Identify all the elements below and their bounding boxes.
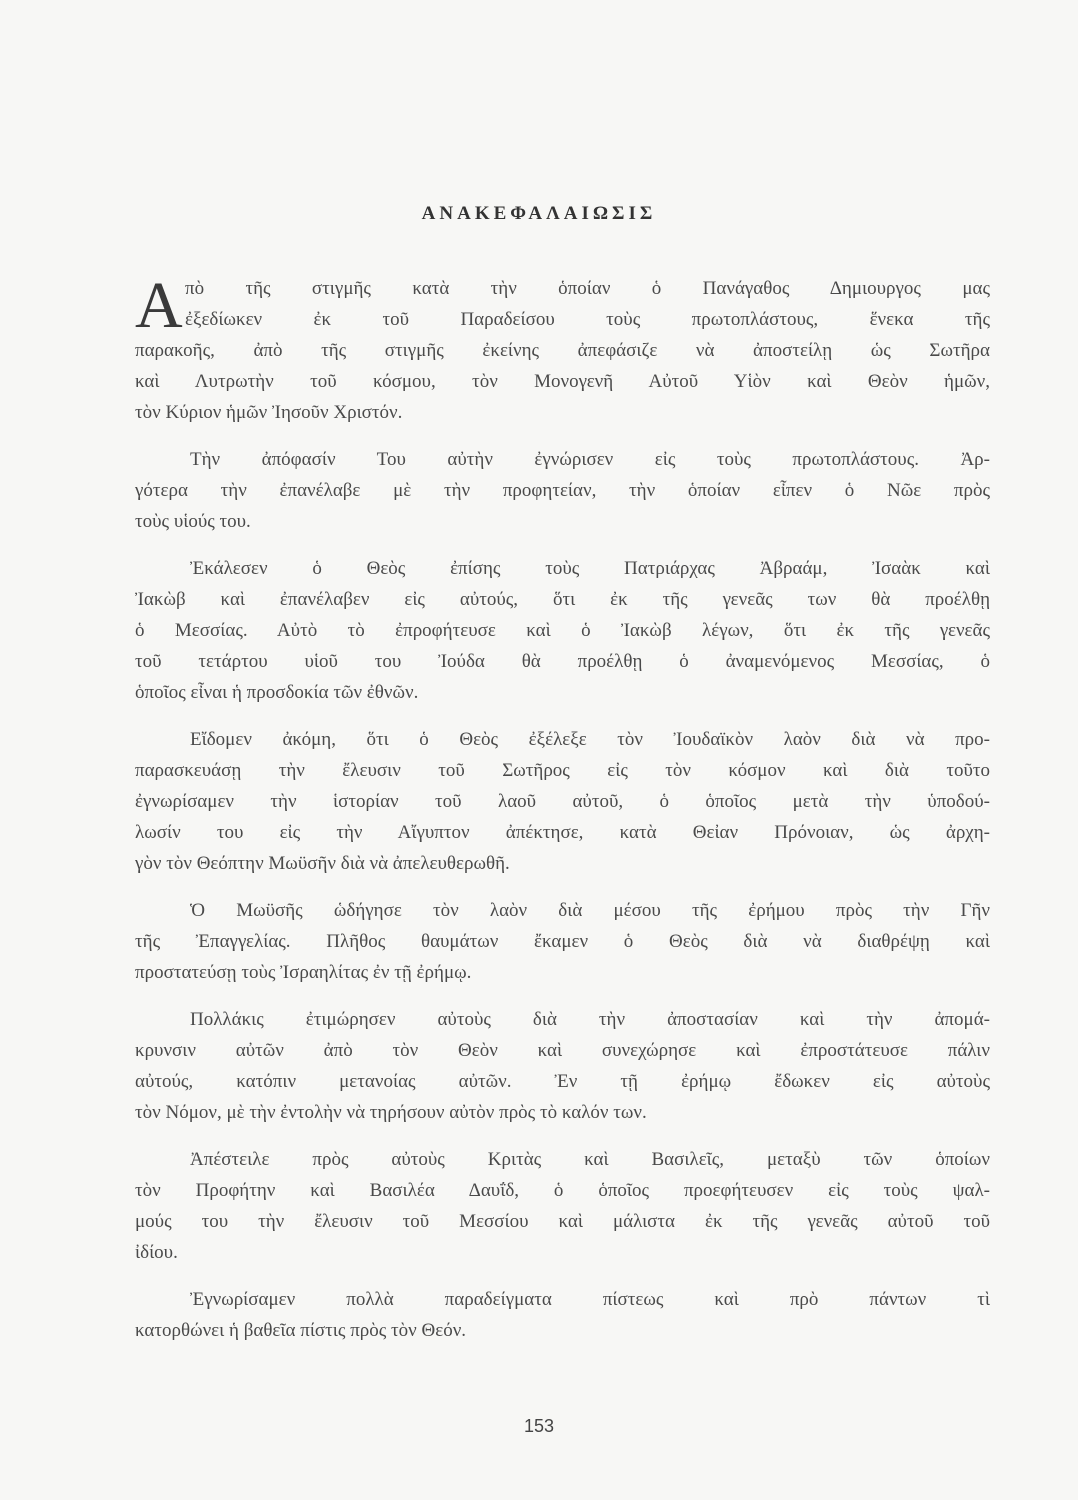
text-line: γότερα τὴν ἐπανέλαβε μὲ τὴν προφητείαν, τὴν ὁποίαν εἶπεν ὁ Νῶε πρὸς xyxy=(135,480,990,501)
text-line: τῆς Ἐπαγγελίας. Πλῆθος θαυμάτων ἔκαμεν ὁ Θεὸς διὰ νὰ διαθρέψῃ καὶ xyxy=(135,931,990,952)
text-line: λωσίν του εἰς τὴν Αἴγυπτον ἀπέκτησε, κατὰ Θεἰαν Πρόνοιαν, ὡς ἀρχη- xyxy=(135,822,990,843)
paragraph xyxy=(135,269,990,428)
paragraph xyxy=(135,895,990,988)
paragraph xyxy=(135,444,990,537)
text-line: καὶ Λυτρωτὴν τοῦ κόσμου, τὸν Μονογενῆ Αὐτοῦ Υἱὸν καὶ Θεὸν ἡμῶν, xyxy=(135,371,990,392)
text-line: τὸν Νόμον, μὲ τὴν ἐντολὴν νὰ τηρήσουν αὐτὸν πρὸς τὸ καλόν των. xyxy=(135,1102,647,1123)
text-line: κατορθώνει ἡ βαθεῖα πίστις πρὸς τὸν Θεόν. xyxy=(135,1320,467,1341)
text-line: Τὴν ἀπόφασίν Του αὐτὴν ἐγνώρισεν εἰς τοὺς πρωτοπλάστους. Ἀρ- xyxy=(190,449,990,470)
chapter-title: ΑΝΑΚΕΦΑΛΑΙΩΣΙΣ xyxy=(421,203,657,224)
text-line: αὐτούς, κατόπιν μετανοίας αὐτῶν. Ἐν τῇ ἐρήμῳ ἔδωκεν εἰς αὐτοὺς xyxy=(135,1071,990,1092)
paragraph xyxy=(135,553,990,708)
body-text xyxy=(135,269,990,1362)
text-line: τοῦ τετάρτου υἱοῦ του Ἰούδα θὰ προέλθῃ ὁ ἀναμενόμενος Μεσσίας, ὁ xyxy=(135,651,990,672)
paragraph xyxy=(135,724,990,879)
paragraph xyxy=(135,1284,990,1346)
text-line: ὁ Μεσσίας. Αὐτὸ τὸ ἐπροφήτευσε καὶ ὁ Ἰακὼβ λέγων, ὅτι ἐκ τῆς γενεᾶς xyxy=(135,620,990,641)
text-line: Ἀπέστειλε πρὸς αὐτοὺς Κριτὰς καὶ Βασιλεῖς, μεταξὺ τῶν ὁποίων xyxy=(190,1149,990,1170)
text-line: ἰδίου. xyxy=(135,1242,178,1263)
text-line: Ἰακὼβ καὶ ἐπανέλαβεν εἰς αὐτούς, ὅτι ἐκ τῆς γενεᾶς των θὰ προέλθῃ xyxy=(135,589,990,610)
text-line: κρυνσιν αὐτῶν ἀπὸ τὸν Θεὸν καὶ συνεχώρησε καὶ ἐπροστάτευσε πάλιν xyxy=(135,1040,990,1061)
text-line: παρακοῆς, ἀπὸ τῆς στιγμῆς ἐκείνης ἀπεφάσιζε νὰ ἀποστείλῃ ὡς Σωτῆρα xyxy=(135,340,990,361)
text-line: τὸν Προφήτην καὶ Βασιλέα Δαυΐδ, ὁ ὁποῖος προεφήτευσεν εἰς τοὺς ψαλ- xyxy=(135,1180,990,1201)
text-line: γὸν τὸν Θεόπτην Μωϋσῆν διὰ νὰ ἀπελευθερωθῆ. xyxy=(135,853,510,874)
page-number: 153 xyxy=(523,1416,555,1436)
text-line: παρασκευάσῃ τὴν ἔλευσιν τοῦ Σωτῆρος εἰς τὸν κόσμον καὶ διὰ τοῦτο xyxy=(135,760,990,781)
text-line: Ἐκάλεσεν ὁ Θεὸς ἐπίσης τοὺς Πατριάρχας Ἀβραάμ, Ἰσαὰκ καὶ xyxy=(190,558,990,579)
text-line: πὸ τῆς στιγμῆς κατὰ τὴν ὁποίαν ὁ Πανάγαθος Δημιουργος μας xyxy=(185,278,990,299)
text-line: μούς του τὴν ἔλευσιν τοῦ Μεσσίου καὶ μάλιστα ἐκ τῆς γενεᾶς αὐτοῦ τοῦ xyxy=(135,1211,990,1232)
paragraph xyxy=(135,1144,990,1268)
text-line: ἐξεδίωκεν ἐκ τοῦ Παραδείσου τοὺς πρωτοπλάστους, ἕνεκα τῆς xyxy=(185,309,990,330)
paragraph xyxy=(135,1004,990,1128)
text-line: Πολλάκις ἐτιμώρησεν αὐτοὺς διὰ τὴν ἀποστασίαν καὶ τὴν ἀπομά- xyxy=(190,1009,990,1030)
text-line: τὸν Κύριον ἡμῶν Ἰησοῦν Χριστόν. xyxy=(135,402,403,423)
text-line: Ἐγνωρίσαμεν πολλὰ παραδείγματα πίστεως καὶ πρὸ πάντων τὶ xyxy=(190,1289,990,1310)
text-line: προστατεύσῃ τοὺς Ἰσραηλίτας ἐν τῇ ἐρήμῳ. xyxy=(135,962,472,983)
text-line: ἐγνωρίσαμεν τὴν ἱστορίαν τοῦ λαοῦ αὐτοῦ, ὁ ὁποῖος μετὰ τὴν ὑποδού- xyxy=(135,791,990,812)
text-line: ὁποῖος εἶναι ἡ προσδοκία τῶν ἐθνῶν. xyxy=(135,682,419,703)
text-line: Εἴδομεν ἀκόμη, ὅτι ὁ Θεὸς ἐξέλεξε τὸν Ἰουδαϊκὸν λαὸν διὰ νὰ προ- xyxy=(190,729,990,750)
text-line: τοὺς υἱούς του. xyxy=(135,511,251,532)
text-line: Ὁ Μωϋσῆς ὡδήγησε τὸν λαὸν διὰ μέσου τῆς ἐρήμου πρὸς τὴν Γῆν xyxy=(190,900,990,921)
drop-cap: Α xyxy=(135,269,183,342)
